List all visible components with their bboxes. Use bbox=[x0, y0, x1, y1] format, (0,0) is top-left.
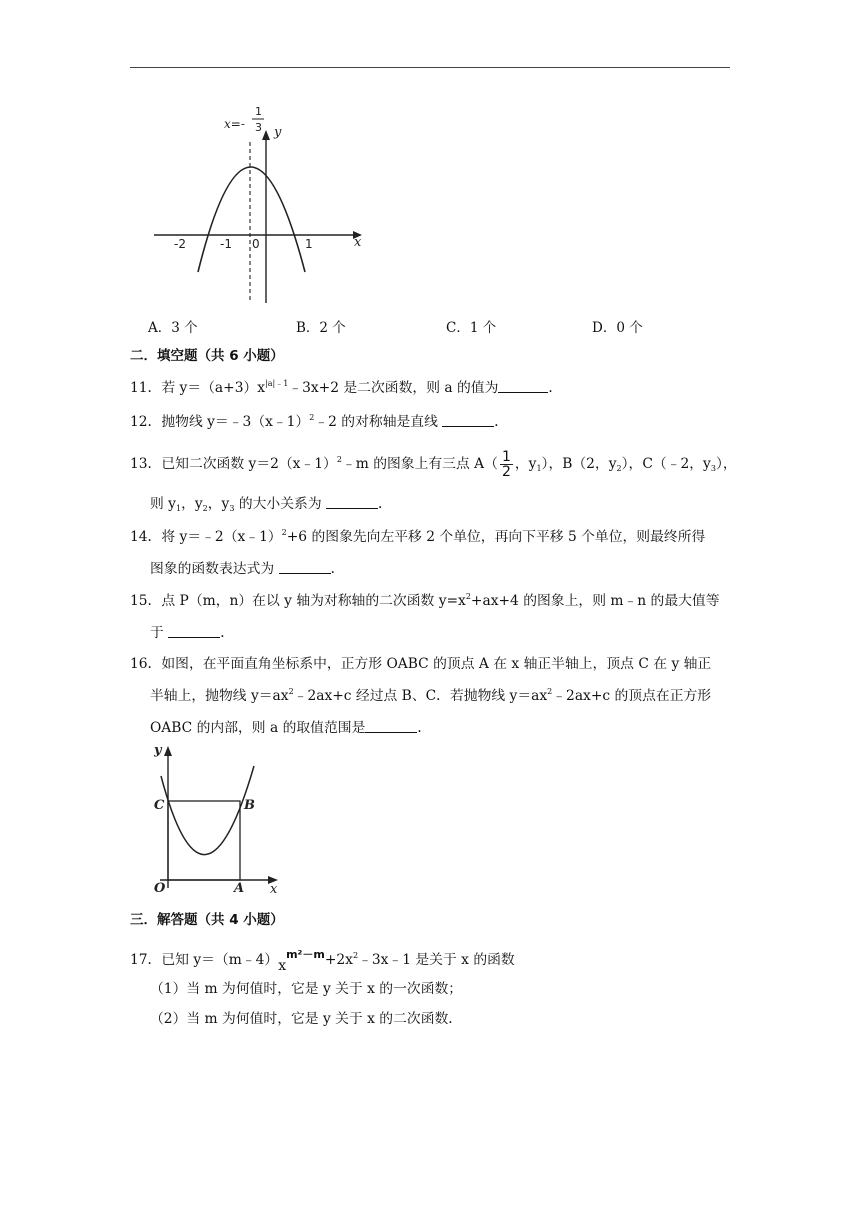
question-16-line-3: OABC 的内部，则 a 的取值范围是 ． bbox=[150, 720, 432, 736]
fig2-y-arrow bbox=[164, 746, 172, 756]
fig1-parabola bbox=[198, 167, 305, 272]
point-c-label: C bbox=[154, 798, 165, 813]
fig2-y-label: y bbox=[154, 743, 162, 758]
answer-blank[interactable] bbox=[498, 380, 548, 393]
fig1-y-arrow bbox=[262, 130, 270, 140]
choice-b[interactable]: B．2 个 bbox=[296, 320, 346, 336]
point-b-label: B bbox=[244, 798, 255, 813]
fig1-tick-label: 0 bbox=[252, 237, 260, 251]
question-15-line-2: 于 ． bbox=[150, 625, 234, 641]
fig1-tick-label: -2 bbox=[174, 237, 186, 251]
answer-blank[interactable] bbox=[326, 496, 378, 509]
fig1-frac-num: 1 bbox=[255, 105, 262, 118]
choice-a[interactable]: A．3 个 bbox=[148, 320, 198, 336]
fig1-symmetry-label: x=- bbox=[224, 117, 245, 131]
fig1-tick-label: 1 bbox=[305, 237, 313, 251]
choice-d[interactable]: D．0 个 bbox=[592, 320, 643, 336]
parabola-figure-1 bbox=[148, 100, 370, 306]
question-16-line-2: 半轴上，抛物线 $y=ax^2﹣2ax+c$ 经过点 B、C．若抛物线 $y=ax^2﹣2ax+c$ 的顶点在正方形 bbox=[150, 687, 712, 704]
square-parabola-figure bbox=[148, 740, 288, 898]
point-a-label: A bbox=[234, 881, 245, 896]
question-11: 11．若 $y=(a+3)x^{|a|﹣1}﹣3x+2$ 是二次函数，则 a 的值为 ． bbox=[130, 379, 563, 396]
question-12: 12．抛物线 y＝﹣3（x﹣1）$^2$﹣2 的对称轴是直线 ． bbox=[130, 413, 509, 430]
question-17: 17．已知 $y=(m﹣4)x^{m^2-m}+2x^2﹣3x﹣1$ 是关于 x 的函数 bbox=[130, 948, 515, 974]
question-17-part-2: （2）当 m 为何值时，它是 y 关于 x 的二次函数． bbox=[150, 1011, 463, 1027]
fig1-tick-label: -1 bbox=[220, 237, 232, 251]
fig1-y-label: y bbox=[274, 125, 282, 140]
fig2-x-label: x bbox=[270, 882, 278, 897]
answer-blank[interactable] bbox=[442, 414, 494, 427]
fig1-x-label: x bbox=[354, 235, 362, 250]
question-16: 16．如图，在平面直角坐标系中，正方形 OABC 的顶点 A 在 x 轴正半轴上，顶点 C 在 y 轴正 bbox=[130, 656, 712, 672]
answer-blank[interactable] bbox=[168, 625, 220, 638]
fraction-one-half: $\frac{1}{2}$ bbox=[501, 449, 511, 480]
question-13: 13．已知二次函数 y＝2（x﹣1）$^2$﹣m 的图象上有三点 A（ $\frac{1}{2}$ ，$y_1$），B（2，$y_2$），C（﹣2，$y_3$）， bbox=[130, 449, 737, 480]
point-o-label: O bbox=[154, 881, 166, 896]
square-oabc bbox=[168, 801, 240, 880]
question-15: 15．点 P（m，n）在以 y 轴为对称轴的二次函数 $y=x^2+ax+4$ 的图象上，则 m﹣n 的最大值等 bbox=[130, 592, 720, 609]
answer-blank[interactable] bbox=[365, 720, 417, 733]
question-14-line-2: 图象的函数表达式为 ． bbox=[150, 561, 345, 577]
section-3-heading: 三．解答题（共 4 小题） bbox=[130, 912, 284, 928]
fig1-frac-den: 3 bbox=[255, 121, 262, 134]
section-2-heading: 二．填空题（共 6 小题） bbox=[130, 348, 284, 364]
choice-c[interactable]: C．1 个 bbox=[446, 320, 497, 336]
choices-row bbox=[0, 316, 860, 334]
answer-blank[interactable] bbox=[279, 561, 331, 574]
question-13-line-2: 则 $y_1$，$y_2$，$y_3$ 的大小关系为 ． bbox=[150, 496, 392, 513]
question-14: 14．将 y＝﹣2（x﹣1）$^2$+6 的图象先向左平移 2 个单位，再向下平移 5 个单位，则最终所得 bbox=[130, 528, 706, 545]
header-rule bbox=[130, 67, 730, 68]
question-17-part-1: （1）当 m 为何值时，它是 y 关于 x 的一次函数； bbox=[150, 981, 463, 997]
